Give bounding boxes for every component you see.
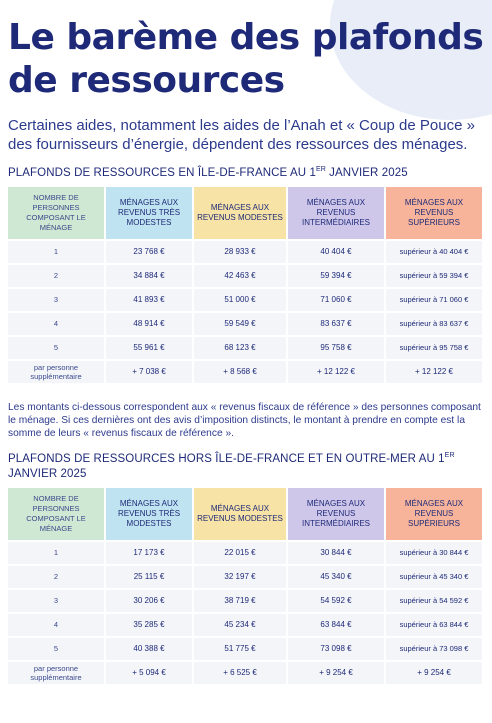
table-row xyxy=(8,265,482,287)
column-header: NOMBRE DE PERSONNES COMPOSANT LE MÉNAGE xyxy=(8,187,104,239)
table-ile-de-france xyxy=(6,185,484,385)
value-cell: 73 098 € xyxy=(288,638,384,660)
value-cell: 41 893 € xyxy=(106,289,192,311)
column-header: MÉNAGES AUX REVENUS SUPÉRIEURS xyxy=(386,187,482,239)
value-cell: 28 933 € xyxy=(194,241,286,263)
row-label-cell: 3 xyxy=(8,289,104,311)
row-label-cell: 1 xyxy=(8,241,104,263)
value-cell: + 7 038 € xyxy=(106,361,192,383)
value-cell: supérieur à 30 844 € xyxy=(386,542,482,564)
table-row xyxy=(8,289,482,311)
value-cell: 42 463 € xyxy=(194,265,286,287)
table1-title-end: JANVIER 2025 xyxy=(325,166,408,179)
table2-title-text: PLAFONDS DE RESSOURCES HORS ÎLE-DE-FRANCE ET EN OUTRE-MER AU 1 xyxy=(8,452,445,465)
table-row xyxy=(8,662,482,684)
value-cell: 71 060 € xyxy=(288,289,384,311)
value-cell: 63 844 € xyxy=(288,614,384,636)
value-cell: 40 404 € xyxy=(288,241,384,263)
page-title-line-2: de ressources xyxy=(8,60,285,101)
value-cell: supérieur à 95 758 € xyxy=(386,337,482,359)
value-cell: 45 340 € xyxy=(288,566,384,588)
value-cell: + 12 122 € xyxy=(386,361,482,383)
value-cell: 23 768 € xyxy=(106,241,192,263)
value-cell: 22 015 € xyxy=(194,542,286,564)
page-title xyxy=(8,0,484,102)
value-cell: 40 388 € xyxy=(106,638,192,660)
value-cell: 51 000 € xyxy=(194,289,286,311)
note-paragraph: Les montants ci-dessous correspondent aux « revenus fiscaux de référence » des personnes composant le ménage. Si ces dernières ont des avis d’imposition distincts, le montant à prendre en compte est la somme de leurs « revenus fiscaux de référence ». xyxy=(8,401,481,439)
row-label-cell: 4 xyxy=(8,313,104,335)
table-row xyxy=(8,313,482,335)
value-cell: + 9 254 € xyxy=(386,662,482,684)
table-row xyxy=(8,590,482,612)
intro-paragraph: Certaines aides, notamment les aides de l’Anah et « Coup de Pouce » des fournisseurs d’énergie, dépendent des ressources des ménages. xyxy=(8,117,475,153)
value-cell: + 8 568 € xyxy=(194,361,286,383)
column-header: MÉNAGES AUX REVENUS TRÈS MODESTES xyxy=(106,187,192,239)
table-header-row xyxy=(8,187,482,239)
table1-title-sup: ER xyxy=(315,166,326,173)
value-cell: 95 758 € xyxy=(288,337,384,359)
value-cell: + 9 254 € xyxy=(288,662,384,684)
table2-title-end: JANVIER 2025 xyxy=(8,467,87,480)
value-cell: 59 394 € xyxy=(288,265,384,287)
page-title-line-1: Le barème des plafonds xyxy=(8,17,484,58)
row-label-cell: 4 xyxy=(8,614,104,636)
table2-title-sup: ER xyxy=(444,451,455,459)
value-cell: + 12 122 € xyxy=(288,361,384,383)
value-cell: supérieur à 45 340 € xyxy=(386,566,482,588)
value-cell: 48 914 € xyxy=(106,313,192,335)
value-cell: 30 206 € xyxy=(106,590,192,612)
value-cell: supérieur à 73 098 € xyxy=(386,638,482,660)
table-header-row xyxy=(8,488,482,540)
value-cell: 54 592 € xyxy=(288,590,384,612)
value-cell: supérieur à 40 404 € xyxy=(386,241,482,263)
row-label-cell: 5 xyxy=(8,337,104,359)
table-row xyxy=(8,361,482,383)
value-cell: 83 637 € xyxy=(288,313,384,335)
value-cell: 30 844 € xyxy=(288,542,384,564)
value-cell: supérieur à 71 060 € xyxy=(386,289,482,311)
table-row xyxy=(8,337,482,359)
value-cell: 17 173 € xyxy=(106,542,192,564)
row-label-cell: 3 xyxy=(8,590,104,612)
value-cell: supérieur à 54 592 € xyxy=(386,590,482,612)
column-header: MÉNAGES AUX REVENUS INTERMÉDIAIRES xyxy=(288,187,384,239)
column-header: NOMBRE DE PERSONNES COMPOSANT LE MÉNAGE xyxy=(8,488,104,540)
table1-title-text: PLAFONDS DE RESSOURCES EN ÎLE-DE-FRANCE AU 1 xyxy=(8,166,316,179)
table-row xyxy=(8,542,482,564)
value-cell: 38 719 € xyxy=(194,590,286,612)
column-header: MÉNAGES AUX REVENUS MODESTES xyxy=(194,488,286,540)
value-cell: + 6 525 € xyxy=(194,662,286,684)
value-cell: 34 884 € xyxy=(106,265,192,287)
column-header: MÉNAGES AUX REVENUS SUPÉRIEURS xyxy=(386,488,482,540)
value-cell: 68 123 € xyxy=(194,337,286,359)
row-label-cell: par personne supplémentaire xyxy=(8,361,104,383)
value-cell: supérieur à 83 637 € xyxy=(386,313,482,335)
row-label-cell: 5 xyxy=(8,638,104,660)
row-label-cell: 1 xyxy=(8,542,104,564)
value-cell: 45 234 € xyxy=(194,614,286,636)
value-cell: 25 115 € xyxy=(106,566,192,588)
table-hors-ile-de-france xyxy=(6,486,484,686)
row-label-cell: par personne supplémentaire xyxy=(8,662,104,684)
value-cell: 55 961 € xyxy=(106,337,192,359)
value-cell: + 5 094 € xyxy=(106,662,192,684)
value-cell: supérieur à 63 844 € xyxy=(386,614,482,636)
value-cell: 32 197 € xyxy=(194,566,286,588)
column-header: MÉNAGES AUX REVENUS INTERMÉDIAIRES xyxy=(288,488,384,540)
table2-title xyxy=(8,448,484,482)
column-header: MÉNAGES AUX REVENUS MODESTES xyxy=(194,187,286,239)
value-cell: 51 775 € xyxy=(194,638,286,660)
table-row xyxy=(8,638,482,660)
column-header: MÉNAGES AUX REVENUS TRÈS MODESTES xyxy=(106,488,192,540)
table1-title xyxy=(8,162,484,181)
row-label-cell: 2 xyxy=(8,265,104,287)
table-row xyxy=(8,614,482,636)
value-cell: 59 549 € xyxy=(194,313,286,335)
row-label-cell: 2 xyxy=(8,566,104,588)
value-cell: 35 285 € xyxy=(106,614,192,636)
value-cell: supérieur à 59 394 € xyxy=(386,265,482,287)
table-row xyxy=(8,566,482,588)
table-row xyxy=(8,241,482,263)
